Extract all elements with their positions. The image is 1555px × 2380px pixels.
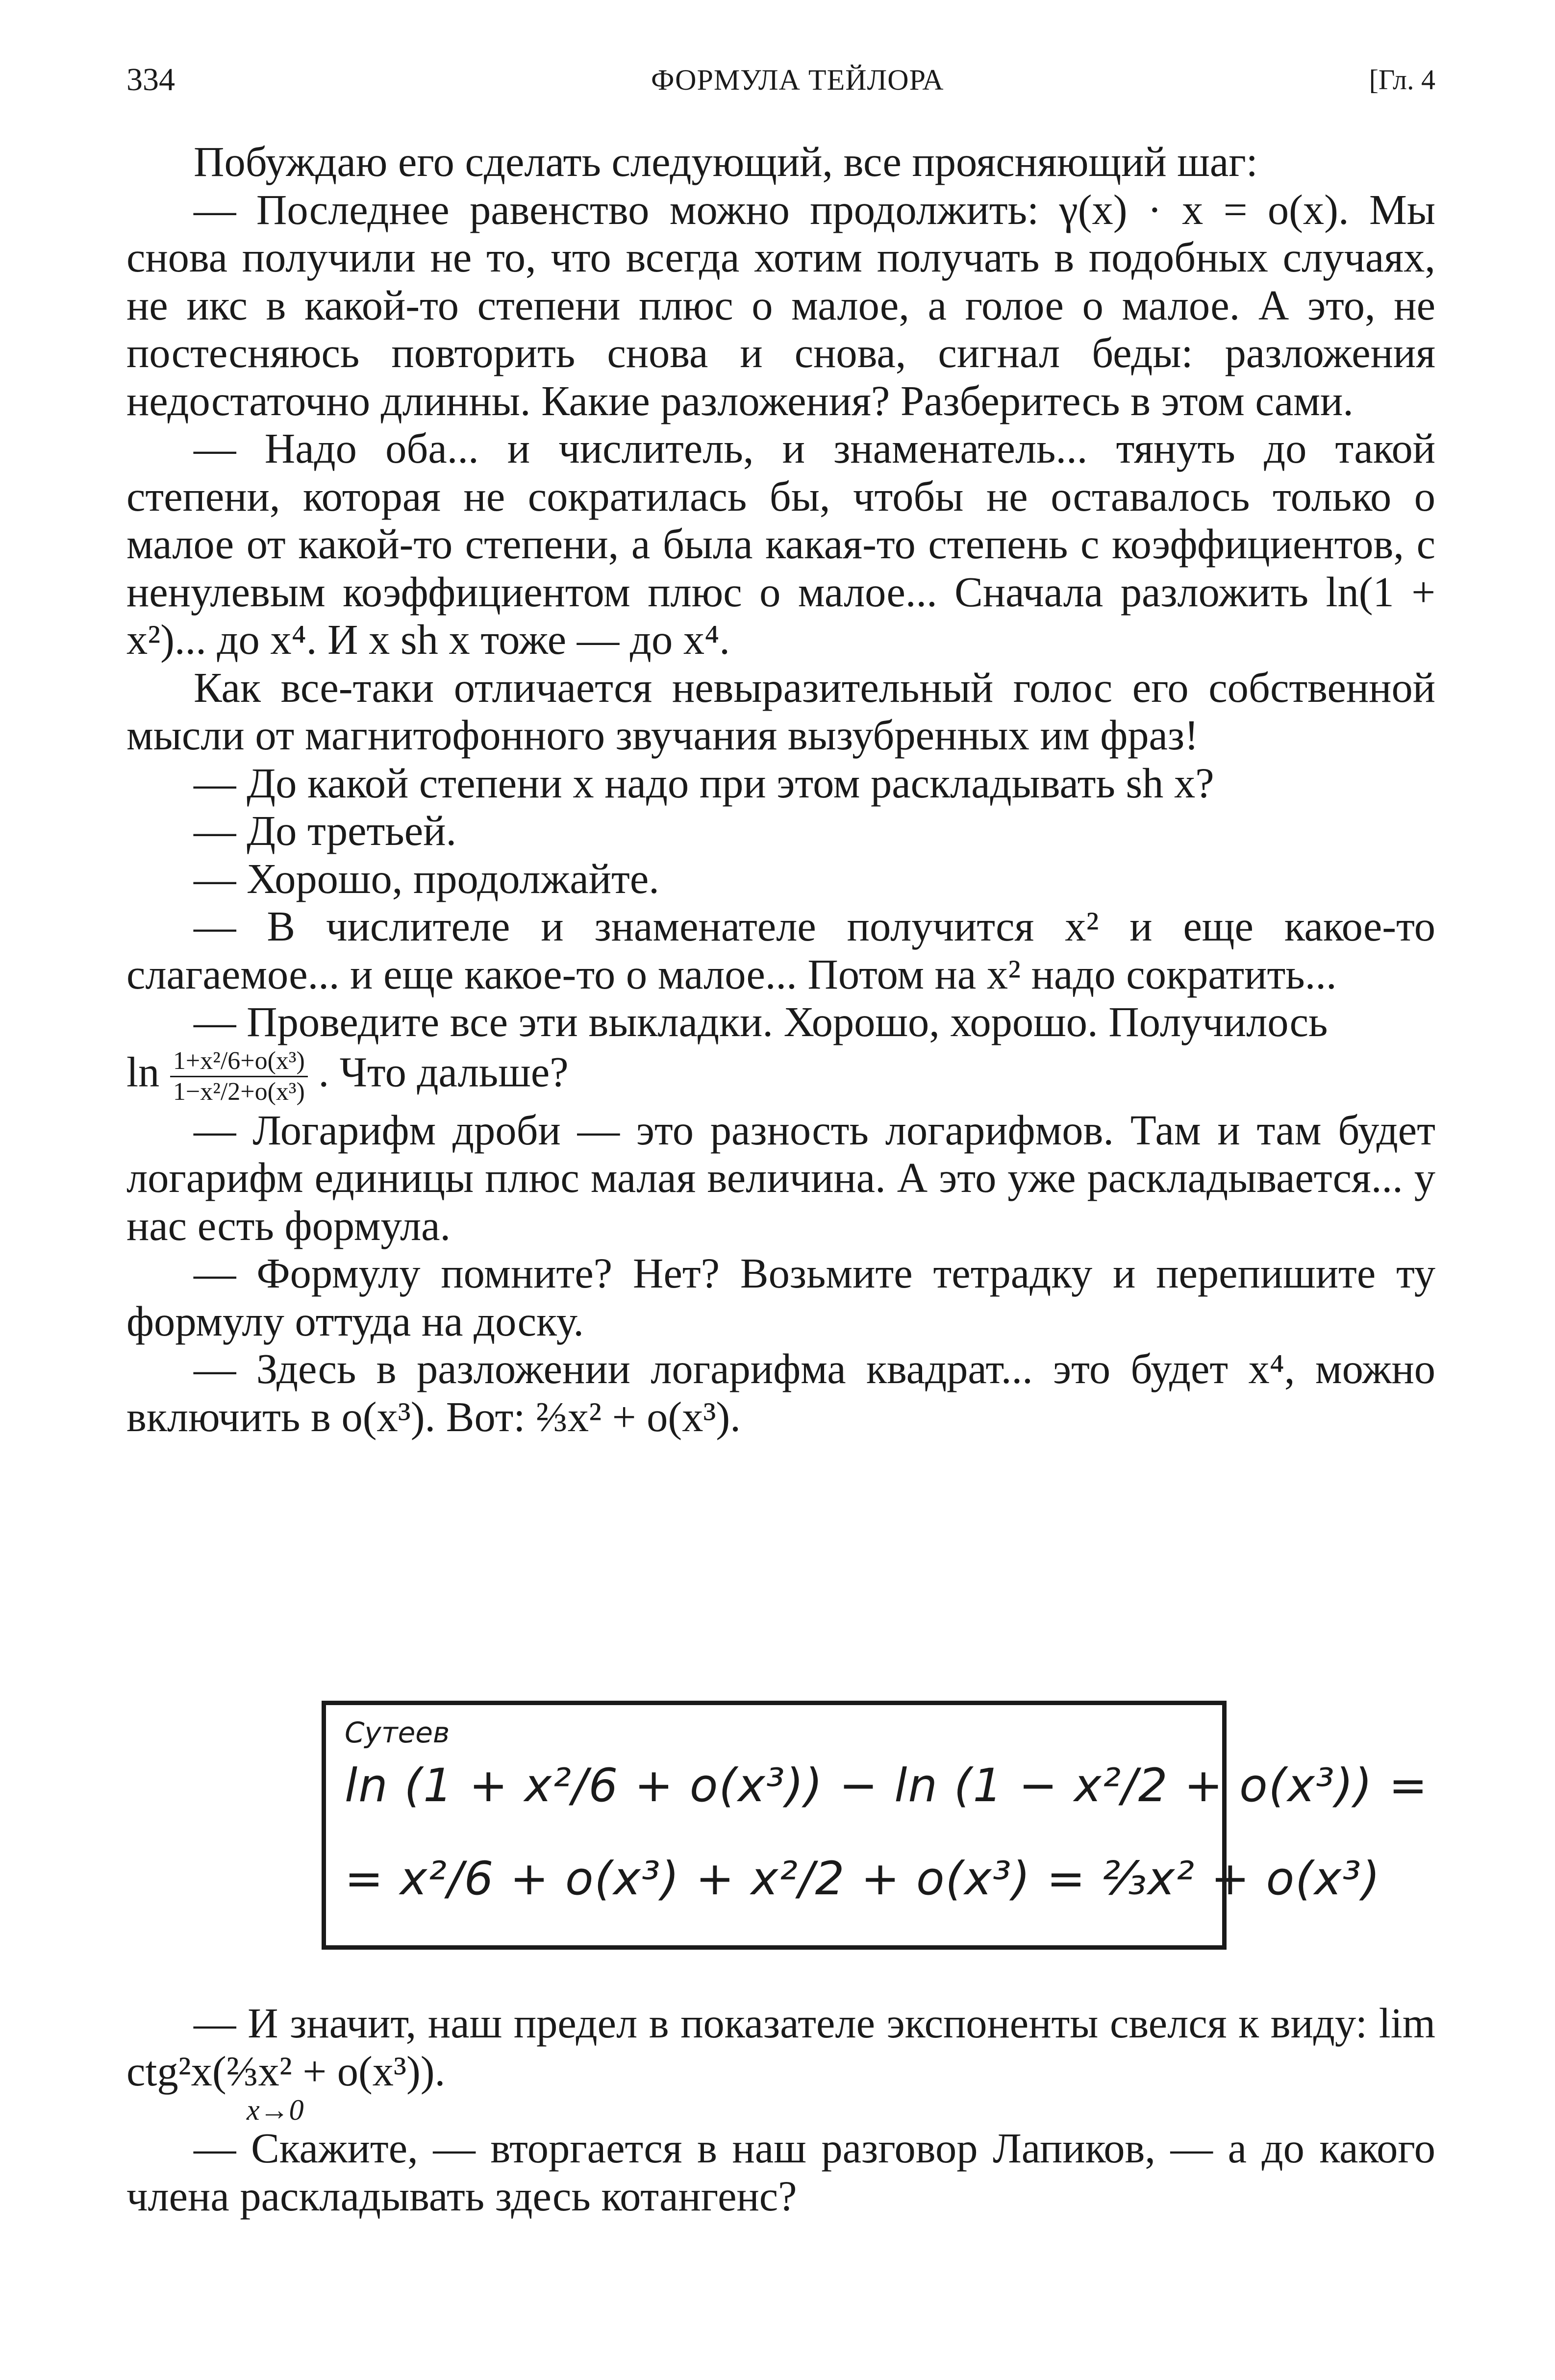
inline-fraction [170, 1046, 308, 1107]
blackboard-line-2: = x²/6 + o(x³) + x²/2 + o(x³) = ⅔x² + o(x³) [345, 1852, 1381, 1906]
fraction-line [126, 1046, 1435, 1107]
fraction-denominator: 1−x²/2+o(x³) [173, 1077, 305, 1106]
page-body [126, 138, 1435, 1441]
paragraph: — Здесь в разложении логарифма квадрат... это будет x⁴, можно включить в o(x³). Вот: ⅔x² + o(x³). [126, 1345, 1435, 1440]
limit-subscript: x→0 [247, 2094, 304, 2126]
blackboard-line-1: ln (1 + x²/6 + o(x³)) − ln (1 − x²/2 + o(x³)) = [345, 1759, 1429, 1812]
paragraph: — В числителе и знаменателе получится x² и еще какое-то слагаемое... и еще какое-то o малое... Потом на x² надо сократить... [126, 903, 1435, 998]
paragraph: — До третьей. [194, 807, 457, 854]
fraction-prefix: ln [126, 1048, 160, 1095]
paragraph: — До какой степени x надо при этом раскладывать sh x? [194, 759, 1214, 807]
paragraph: — Проведите все эти выкладки. Хорошо, хорошо. Получилось [194, 998, 1328, 1045]
paragraph: Побуждаю его сделать следующий, все проясняющий шаг: [194, 138, 1258, 185]
page-header [126, 53, 1435, 107]
running-title: ФОРМУЛА ТЕЙЛОРА [651, 64, 944, 96]
paragraph: — Скажите, — вторгается в наш разговор Лапиков, — а до какого члена раскладывать здесь котангенс? [126, 2125, 1435, 2220]
paragraph: Как все-таки отличается невыразительный голос его собственной мысли от магнитофонного звучания вызубренных им фраз! [126, 664, 1435, 759]
fraction-suffix: . Что дальше? [318, 1048, 569, 1095]
paragraph: — Формулу помните? Нет? Возьмите тетрадку и перепишите ту формулу оттуда на доску. [126, 1250, 1435, 1345]
fraction-numerator: 1+x²/6+o(x³) [170, 1046, 308, 1077]
chapter-label: [Гл. 4 [1369, 64, 1435, 96]
paragraph: — Логарифм дроби — это разность логарифмов. Там и там будет логарифм единицы плюс малая величина. А это уже раскладывается... у нас есть формула. [126, 1106, 1435, 1249]
closing-text [126, 2000, 1435, 2220]
page-number: 334 [126, 62, 175, 98]
blackboard-author: Сутеев [345, 1716, 450, 1749]
paragraph: — Хорошо, продолжайте. [194, 855, 659, 902]
paragraph: — Последнее равенство можно продолжить: γ(x) · x = o(x). Мы снова получили не то, что всегда хотим получать в подобных случаях, не икс в какой-то степени плюс o малое, а голое o малое. А это, не постесняюсь повторить снова и снова, сигнал беды: разложения недостаточно длинны. Какие разложения? Разберитесь в этом сами. [126, 186, 1435, 424]
paragraph: — Надо оба... и числитель, и знаменатель... тянуть до такой степени, которая не сократилась бы, чтобы не оставалось только o малое от какой-то степени, а была какая-то степень с коэффициентов, с ненулевым коэффициентом плюс o малое... Сначала разложить ln(1 + x²)... до x⁴. И x sh x тоже — до x⁴. [126, 425, 1435, 663]
blackboard-figure [322, 1701, 1429, 1950]
paragraph: — И значит, наш предел в показателе экспоненты свелся к виду: lim ctg²x(⅔x² + o(x³)). [126, 2000, 1435, 2095]
